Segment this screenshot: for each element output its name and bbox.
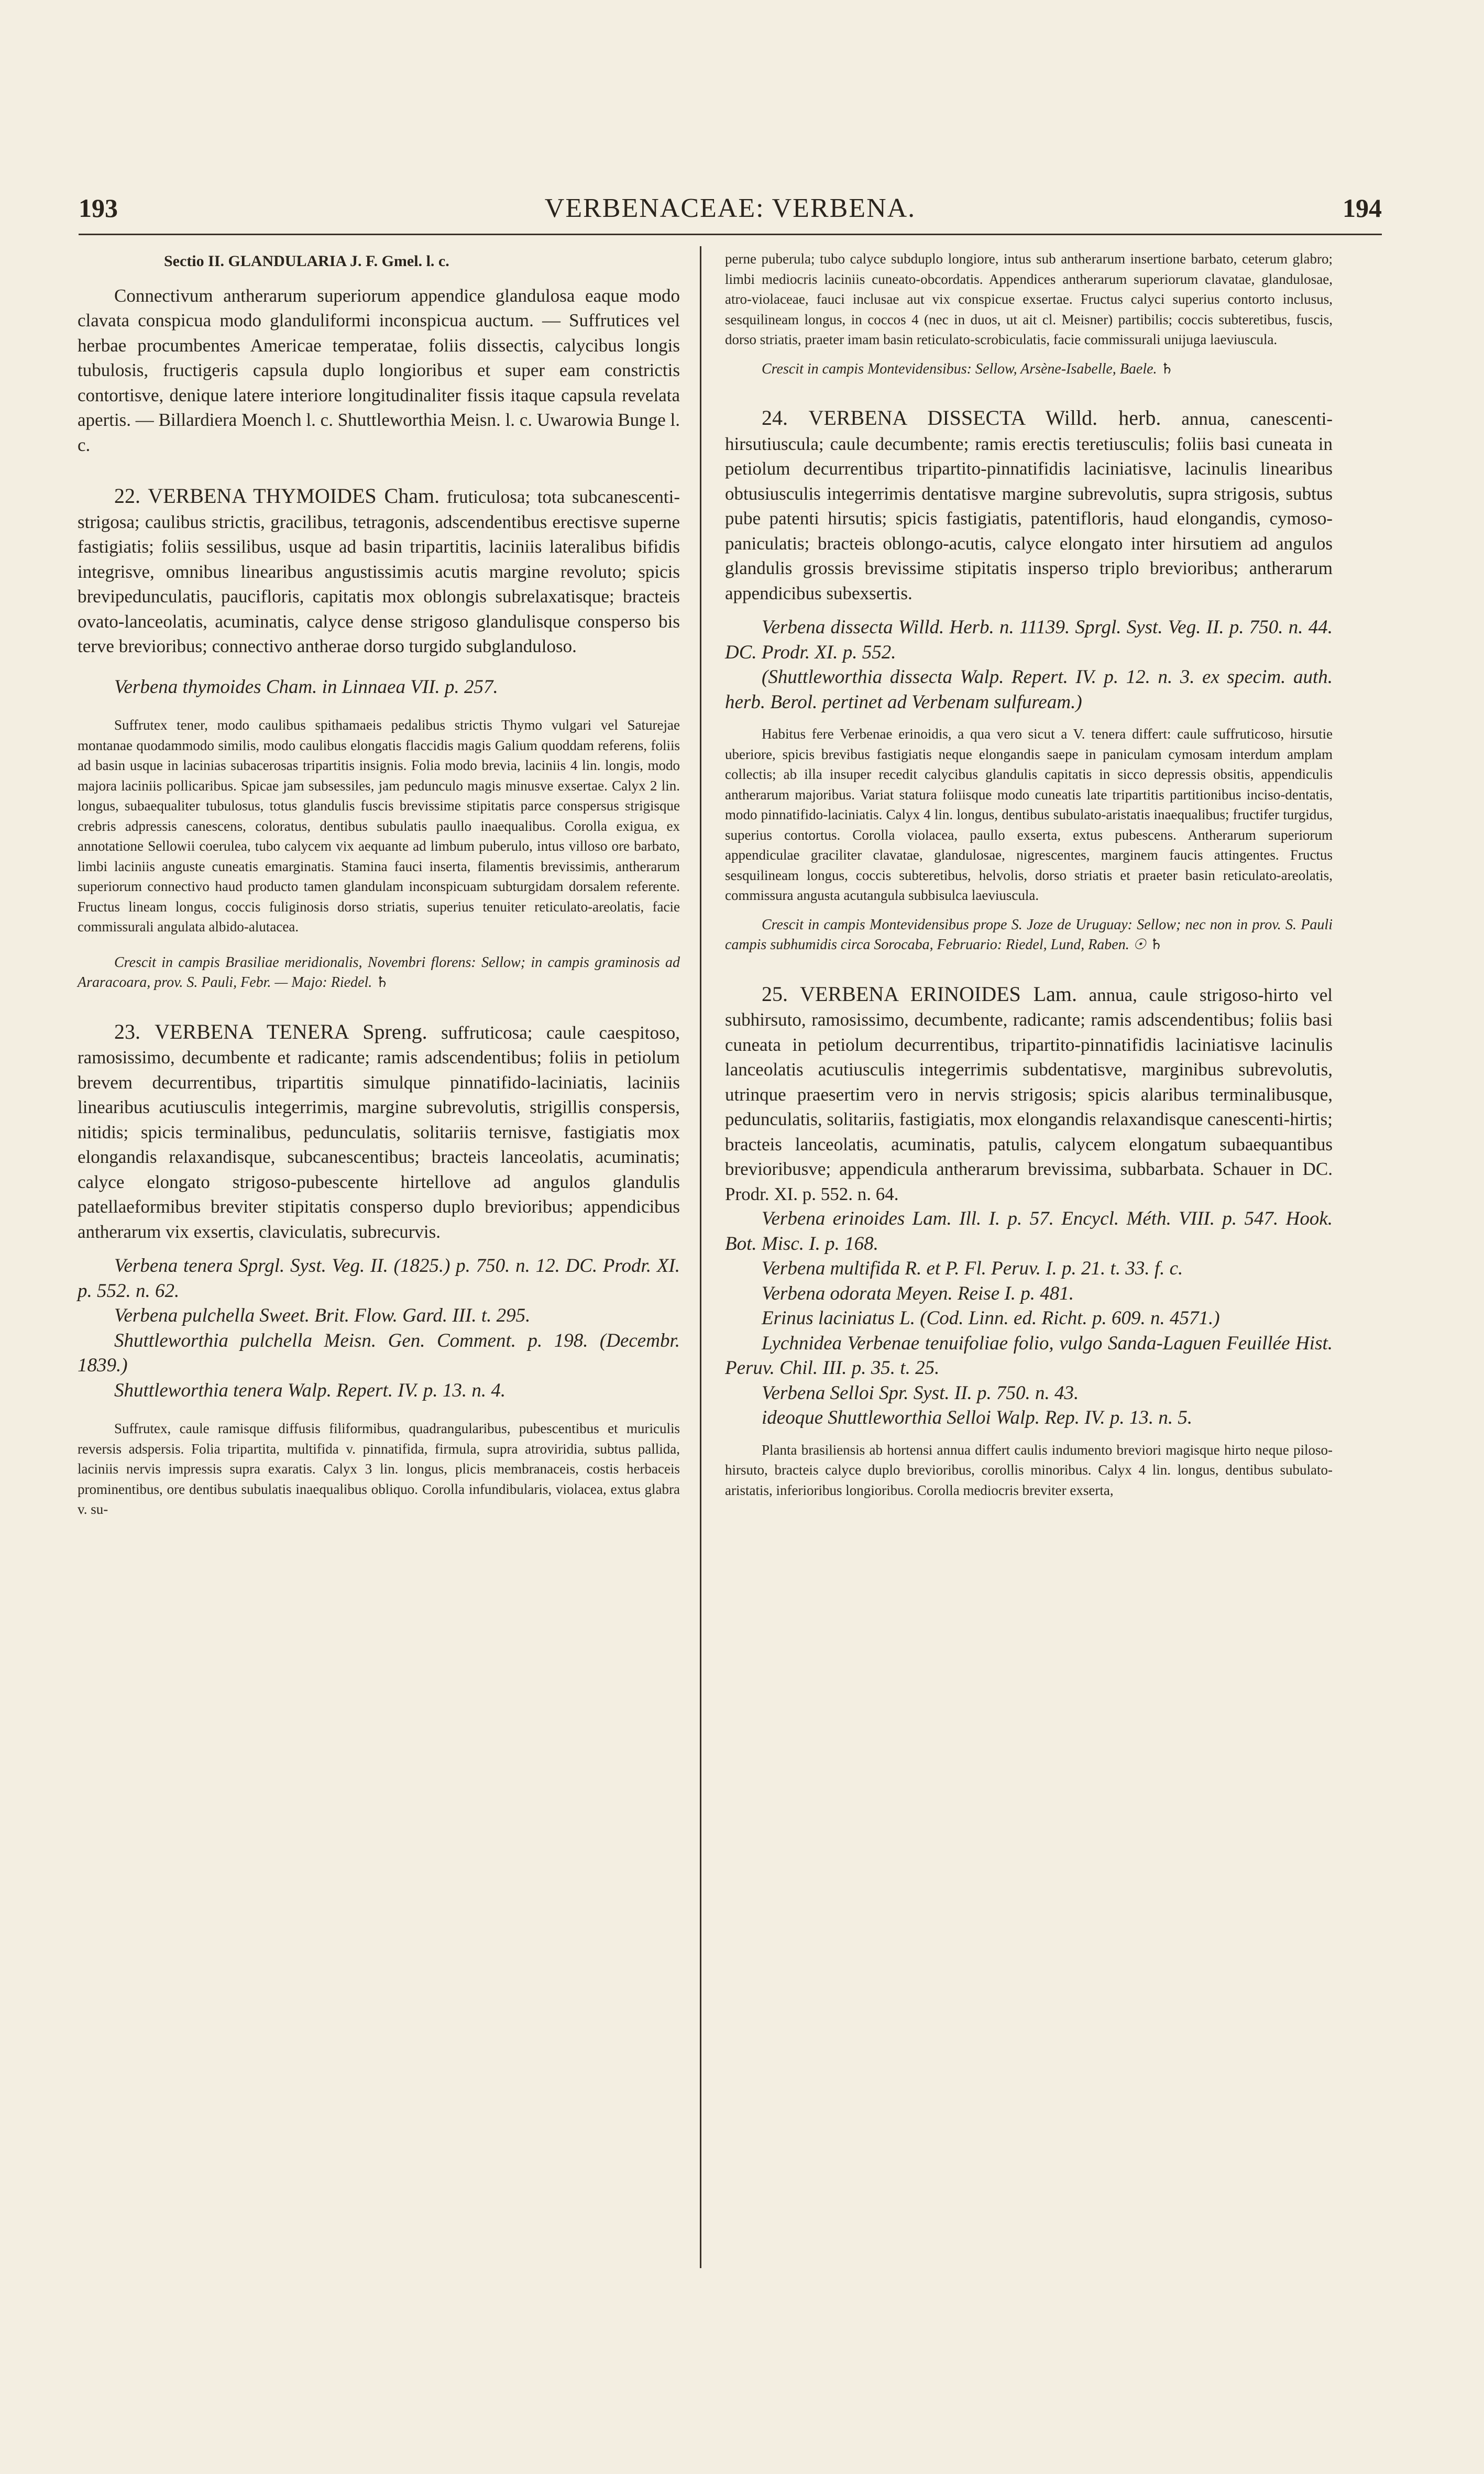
species-24-reference: Verbena dissecta Willd. Herb. n. 11139. Sprgl. Syst. Veg. II. p. 750. n. 44. DC. Prodr. XI. p. 552.: [725, 617, 1333, 663]
column-divider: [700, 246, 701, 2268]
species-23-reference: Verbena pulchella Sweet. Brit. Flow. Gard. III. t. 295.: [114, 1305, 531, 1326]
species-25-reference: Erinus laciniatus L. (Cod. Linn. ed. Richt. p. 609. n. 4571.): [762, 1307, 1220, 1329]
species-22-title: 22. VERBENA THYMOIDES Cham.: [114, 484, 440, 508]
species-25-reference: Verbena odorata Meyen. Reise I. p. 481.: [762, 1282, 1074, 1304]
species-25-title: 25. VERBENA ERINOIDES Lam.: [762, 982, 1077, 1006]
species-25-reference: Lychnidea Verbenae tenuifoliae folio, vulgo Sanda-Laguen Feuillée Hist. Peruv. Chil. III. p. 35. t. 25.: [725, 1332, 1333, 1379]
section-heading: Sectio II. GLANDULARIA J. F. Gmel. l. c.: [164, 252, 449, 270]
species-25-reference: Verbena erinoides Lam. Ill. I. p. 57. Encycl. Méth. VIII. p. 547. Hook. Bot. Misc. I. p. 168.: [725, 1208, 1333, 1255]
species-22-habitat: Crescit in campis Brasiliae meridionalis, Novembri florens: Sellow; in campis graminosis ad Araracoara, prov. S. Pauli, Febr. — Majo: Riedel. ♄: [78, 954, 680, 991]
species-25: [725, 982, 1333, 1207]
page-number-left: 193: [79, 193, 118, 223]
species-24-habitat: Crescit in campis Montevidensibus prope S. Joze de Uruguay: Sellow; nec non in prov. S. Pauli campis subhumidis circa Sorocaba, Februario: Riedel, Lund, Raben. ☉ ♄: [725, 916, 1333, 953]
section-description: Connectivum antherarum superiorum appendice glandulosa eaque modo clavata conspicua modo glanduliformi inconspicua auctum. — Suffrutices vel herbae procumbentes Americae temperatae, foliis dissectis, calycibus longis tubulosis, fructigeris capsula duplo longioribus et super eam constrictis contortisve, denique latere interiore longitudinaliter fissis itaque capsula revelata apertis. — Billardiera Moench l. c. Shuttleworthia Meisn. l. c. Uwarowia Bunge l. c.: [78, 285, 680, 455]
species-24-title: 24. VERBENA DISSECTA Willd. herb.: [762, 406, 1161, 430]
species-25-reference: Verbena multifida R. et P. Fl. Peruv. I. p. 21. t. 33. f. c.: [762, 1258, 1183, 1279]
species-25-reference: ideoque Shuttleworthia Selloi Walp. Rep. IV. p. 13. n. 5.: [762, 1407, 1193, 1428]
species-23-reference: Shuttleworthia tenera Walp. Repert. IV. p. 13. n. 4.: [114, 1379, 506, 1401]
header-rule: [79, 234, 1382, 235]
page-number-right: 194: [1343, 193, 1382, 223]
species-24-description: annua, canescenti-hirsutiuscula; caule decumbente; ramis erectis teretiusculis; foliis basi cuneata in petiolum decurrentibus tripartito-pinnatifidis laciniatisve, lacinulis linearibus obtusiusculis integerrimis dentatisve margine subrevolutis, supra strigosis, subtus pube patenti hirsutis; spicis fastigiatis, patentifloris, haud elongandis, cymoso-paniculatis; bracteis oblongo-acutis, calyce elongato inter hirsutiem ad angulos glandulis grossis brevissime stipitatis insperso triplo brevioribus; antherarum appendicibus subexsertis.: [725, 409, 1333, 603]
species-23-notes-continued: perne puberula; tubo calyce subduplo longiore, intus sub antherarum insertione barbato, ceterum glabro; limbi mediocris laciniis cuneato-obcordatis. Appendices antherarum superiorum clavatae, glandulosae, atro-violaceae, fauci inclusae aut vix conspicue exsertae. Fructus calyci superius contorto inclusus, sesquilineam longus, in coccos 4 (nec in duos, ut ait cl. Meisner) partibilis; coccis subteretibus, fuscis, dorso striatis, praeter imam basin reticulato-scrobiculatis, facie commissurali unijuga laeviuscula.: [725, 251, 1333, 347]
right-column: [725, 249, 1333, 1500]
species-23-habitat: Crescit in campis Montevidensibus: Sellow, Arsène-Isabelle, Baele. ♄: [762, 360, 1174, 377]
species-23-description: suffruticosa; caule caespitoso, ramosissimo, decumbente et radicante; ramis adscendentibus; foliis in petiolum brevem decurrentibus, tripartitis simulque pinnatifido-laciniatis, laciniis linearibus acutiusculis integerrimis, margine subrevolutis, strigillis conspersis, nitidis; spicis terminalibus, pedunculatis, solitariis ternisve, fastigiatis mox elongandis relaxandisque, subcanescentibus; bracteis lanceolatis, acuminatis; calyce elongato strigoso-pubescente hirtellove ad angulos glandulis patellaeformibus breviter stipitatis consperso duplo brevioribus; appendicibus antherarum vix exsertis, claviculatis, subrecurvis.: [78, 1022, 680, 1242]
species-22-notes: Suffrutex tener, modo caulibus spithamaeis pedalibus strictis Thymo vulgari vel Saturejae montanae quodammodo similis, modo caulibus elongatis flaccidis magis Galium quoddam referens, foliis ad basin usque in lacinias subacerosas tripartitis insignis. Folia modo brevia, laciniis 4 lin. longis, modo majora laciniis pollicaribus. Spicae jam subsessiles, jam pedunculo magis minusve exsertae. Calyx 2 lin. longus, subaequaliter tubulosus, totus glandulis fuscis brevissime stipitatis parce conspersus strigisque crebris adpressis canescens, coloratus, dentibus subulatis paullo inaequalibus. Corolla exigua, ex annotatione Sellowii coerulea, tubo calycem vix aequante ad limbum puberulo, intus villoso ore barbato, limbi laciniis anguste cuneatis emarginatis. Stamina fauci inserta, filamentis brevissimis, antherarum superiorum connectivo haud producto tamen glandulam inconspicuam subturgidam dorsalem referente. Fructus lineam longus, coccis fuliginosis dorso striatis, superius tenuiter reticulato-areolatis, facie commissurali angulata albido-alutacea.: [78, 717, 680, 934]
species-23-reference: Shuttleworthia pulchella Meisn. Gen. Comment. p. 198. (Decembr. 1839.): [78, 1329, 680, 1376]
species-25-description: annua, caule strigoso-hirto vel subhirsuto, ramosissimo, decumbente, radicante; ramis adscendentibus; foliis basi cuneata in petiolum decurrentibus, tripartito-pinnatifidis laciniatisve lacinulis lanceolatis acutiusculis integerrimis subdentatisve, marginibus subrevolutis, utrinque praesertim vero in nervis strigosis; spicis alaribus terminalibusque, pedunculatis, solitariis, fastigiatis, mox elongandis relaxandisque canescenti-hirtis; bracteis lanceolatis, acuminatis, patulis, calycem elongatum subaequantibus brevioribusve; appendicula antherarum brevissima, subbarbata. Schauer in DC. Prodr. XI. p. 552. n. 64.: [725, 984, 1333, 1204]
species-24-reference: (Shuttleworthia dissecta Walp. Repert. IV. p. 12. n. 3. ex specim. auth. herb. Berol. pertinet ad Verbenam sulfuream.): [725, 666, 1333, 713]
species-23: [78, 1019, 680, 1245]
species-23-title: 23. VERBENA TENERA Spreng.: [114, 1019, 427, 1043]
species-25-reference: Verbena Selloi Spr. Syst. II. p. 750. n. 43.: [762, 1382, 1079, 1404]
species-24-notes: Habitus fere Verbenae erinoidis, a qua vero sicut a V. tenera differt: caule suffruticoso, hirsutie uberiore, spicis brevibus fastigiatis neque elongandis saepe in paniculam cymosam interdum amplam collectis; ab illa insuper recedit calycibus glandulis capitatis in sicco depressis obsitis, appendiculis antherarum majoribus. Variat statura foliisque modo cuneatis late tripartitis partitionibus inciso-dentatis, modo pinnatifido-laciniatis. Calyx 4 lin. longus, dentibus subulato-aristatis inaequalibus; fructifer turgidus, superius contortus. Corolla violacea, paullo exserta, extus pubescens. Antherarum superiorum appendiculae graciliter clavatae, glandulosae, nigrescentes, marginem faucis attingentes. Fructus sesquilineam longus, coccis subteretibus, helvolis, dorso striatis et praeter basin reticulato-areolatis, commissura angusta acutangula subbisulca laeviuscula.: [725, 726, 1333, 903]
species-22: [78, 483, 680, 659]
running-title: VERBENACEAE: VERBENA.: [544, 193, 916, 223]
species-25-notes: Planta brasiliensis ab hortensi annua differt caulis indumento breviori magisque hirto neque piloso-hirsuto, bracteis calyce duplo brevioribus, corollis minoribus. Calyx 4 lin. longus, dentibus subulato-aristatis, inferioribus longioribus. Corolla mediocris breviter exserta,: [725, 1442, 1333, 1498]
species-23-reference: Verbena tenera Sprgl. Syst. Veg. II. (1825.) p. 750. n. 12. DC. Prodr. XI. p. 552. n. 62.: [78, 1255, 680, 1302]
species-23-notes: Suffrutex, caule ramisque diffusis filiformibus, quadrangularibus, pubescentibus et muriculis reversis adspersis. Folia tripartita, multifida v. pinnatifida, firmula, supra atroviridia, subtus pallida, laciniis nervis impressis supra exaratis. Calyx 3 lin. longus, plicis membranaceis, costis herbaceis prominentibus, ore dentibus subulatis inaequalibus obliquo. Corolla infundibularis, violacea, extus glabra v. su-: [78, 1421, 680, 1517]
species-22-description: fruticulosa; tota subcanescenti-strigosa; caulibus strictis, gracilibus, tetragonis, adscendentibus erectisve superne fastigiatis; foliis sessilibus, usque ad basin tripartitis, laciniis lateralibus bifidis integrisve, omnibus linearibus angustissimis acutis margine revoluto; spicis brevipedunculatis, paucifloris, capitatis mox oblongis subrelaxatisque; bracteis ovato-lanceolatis, acuminatis, calyce dense strigoso glandulisque consperso bis terve brevioribus; connectivo antherae dorso turgido subglanduloso.: [78, 487, 680, 656]
page-header: [79, 193, 1382, 229]
species-24: [725, 405, 1333, 606]
left-column: [78, 249, 680, 1520]
species-22-reference: Verbena thymoides Cham. in Linnaea VII. p. 257.: [114, 676, 498, 698]
